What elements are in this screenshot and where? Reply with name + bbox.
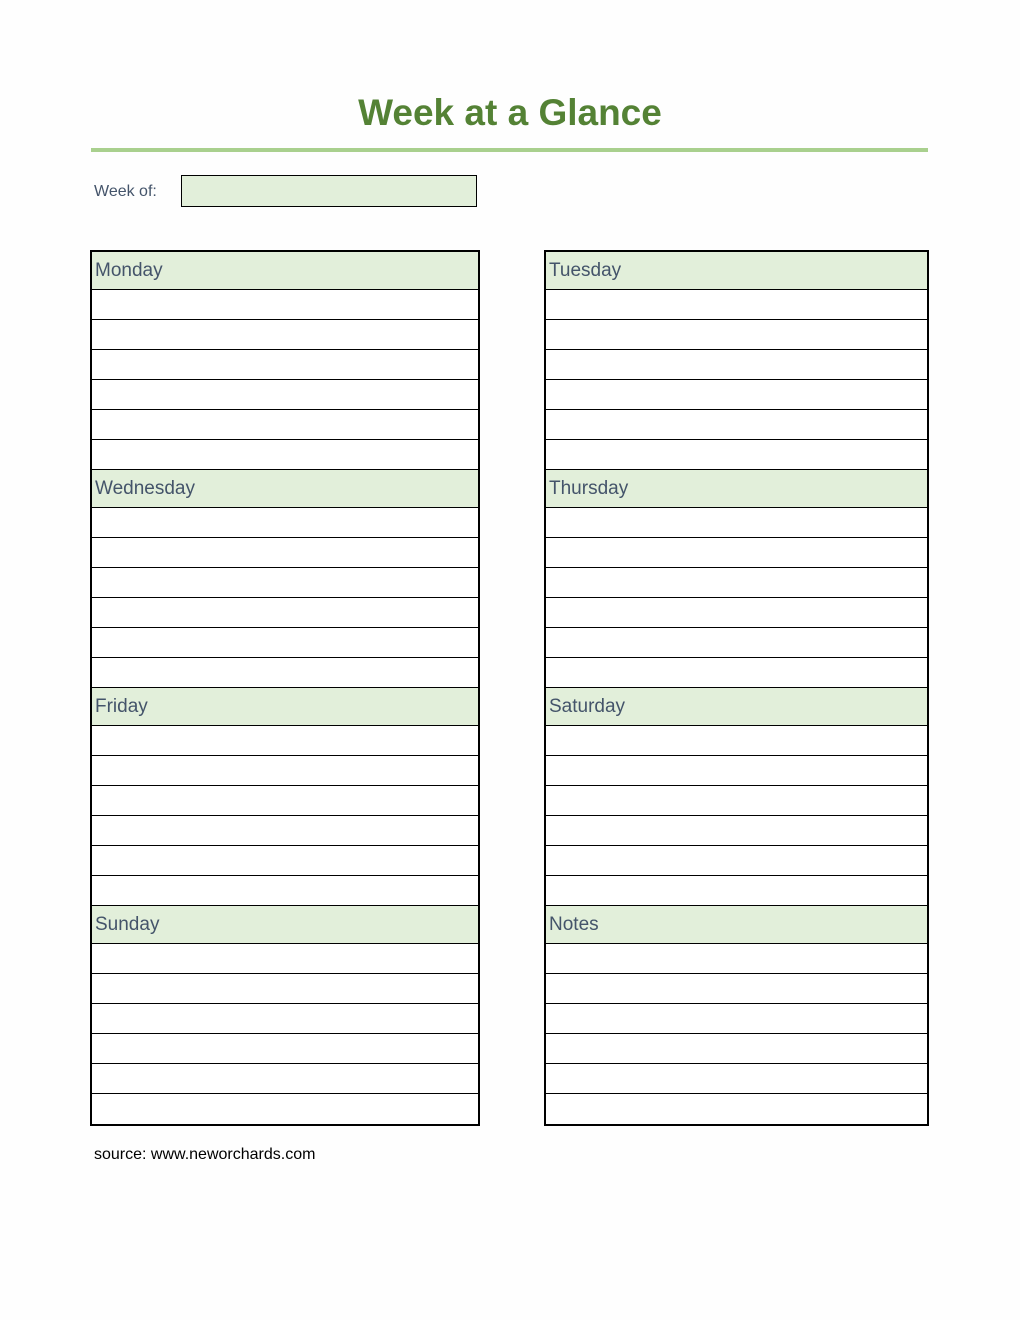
entry-row[interactable] [92, 816, 478, 846]
entry-row[interactable] [92, 538, 478, 568]
entry-row[interactable] [546, 1004, 927, 1034]
entry-row[interactable] [546, 974, 927, 1004]
day-section-sunday [92, 906, 478, 1124]
entry-row[interactable] [92, 440, 478, 470]
entry-row[interactable] [546, 756, 927, 786]
entry-row[interactable] [546, 290, 927, 320]
source-footer: source: www.neworchards.com [94, 1146, 316, 1163]
entry-row[interactable] [546, 876, 927, 906]
entry-row[interactable] [546, 568, 927, 598]
entry-row[interactable] [92, 350, 478, 380]
entry-row[interactable] [92, 846, 478, 876]
entry-row[interactable] [92, 658, 478, 688]
section-header: Monday [92, 252, 478, 290]
right-column [544, 250, 929, 1126]
week-of-label: Week of: [94, 183, 157, 200]
entry-row[interactable] [92, 598, 478, 628]
entry-row[interactable] [92, 786, 478, 816]
entry-row[interactable] [546, 508, 927, 538]
entry-row[interactable] [92, 1004, 478, 1034]
day-section-thursday [546, 470, 927, 688]
section-header: Friday [92, 688, 478, 726]
day-section-monday [92, 252, 478, 470]
day-section-tuesday [546, 252, 927, 470]
entry-row[interactable] [546, 1064, 927, 1094]
day-section-saturday [546, 688, 927, 906]
entry-row[interactable] [546, 410, 927, 440]
entry-row[interactable] [92, 568, 478, 598]
week-of-input[interactable] [181, 175, 477, 207]
section-header: Thursday [546, 470, 927, 508]
entry-row[interactable] [92, 380, 478, 410]
entry-row[interactable] [546, 786, 927, 816]
entry-row[interactable] [92, 974, 478, 1004]
day-section-wednesday [92, 470, 478, 688]
entry-row[interactable] [92, 320, 478, 350]
section-header: Notes [546, 906, 927, 944]
entry-row[interactable] [92, 756, 478, 786]
entry-row[interactable] [546, 380, 927, 410]
entry-row[interactable] [546, 1094, 927, 1124]
section-header: Sunday [92, 906, 478, 944]
title-divider [91, 148, 928, 152]
entry-row[interactable] [546, 726, 927, 756]
entry-row[interactable] [546, 320, 927, 350]
entry-row[interactable] [92, 944, 478, 974]
entry-row[interactable] [546, 628, 927, 658]
entry-row[interactable] [546, 846, 927, 876]
page-title: Week at a Glance [358, 92, 662, 133]
entry-row[interactable] [92, 1034, 478, 1064]
entry-row[interactable] [92, 1064, 478, 1094]
section-header: Wednesday [92, 470, 478, 508]
entry-row[interactable] [92, 410, 478, 440]
entry-row[interactable] [546, 538, 927, 568]
entry-row[interactable] [92, 876, 478, 906]
entry-row[interactable] [92, 508, 478, 538]
day-section-friday [92, 688, 478, 906]
entry-row[interactable] [92, 1094, 478, 1124]
section-header: Tuesday [546, 252, 927, 290]
left-column [90, 250, 480, 1126]
entry-row[interactable] [92, 726, 478, 756]
entry-row[interactable] [92, 628, 478, 658]
entry-row[interactable] [546, 350, 927, 380]
entry-row[interactable] [92, 290, 478, 320]
entry-row[interactable] [546, 1034, 927, 1064]
day-section-notes [546, 906, 927, 1124]
entry-row[interactable] [546, 598, 927, 628]
entry-row[interactable] [546, 440, 927, 470]
section-header: Saturday [546, 688, 927, 726]
entry-row[interactable] [546, 816, 927, 846]
entry-row[interactable] [546, 944, 927, 974]
entry-row[interactable] [546, 658, 927, 688]
